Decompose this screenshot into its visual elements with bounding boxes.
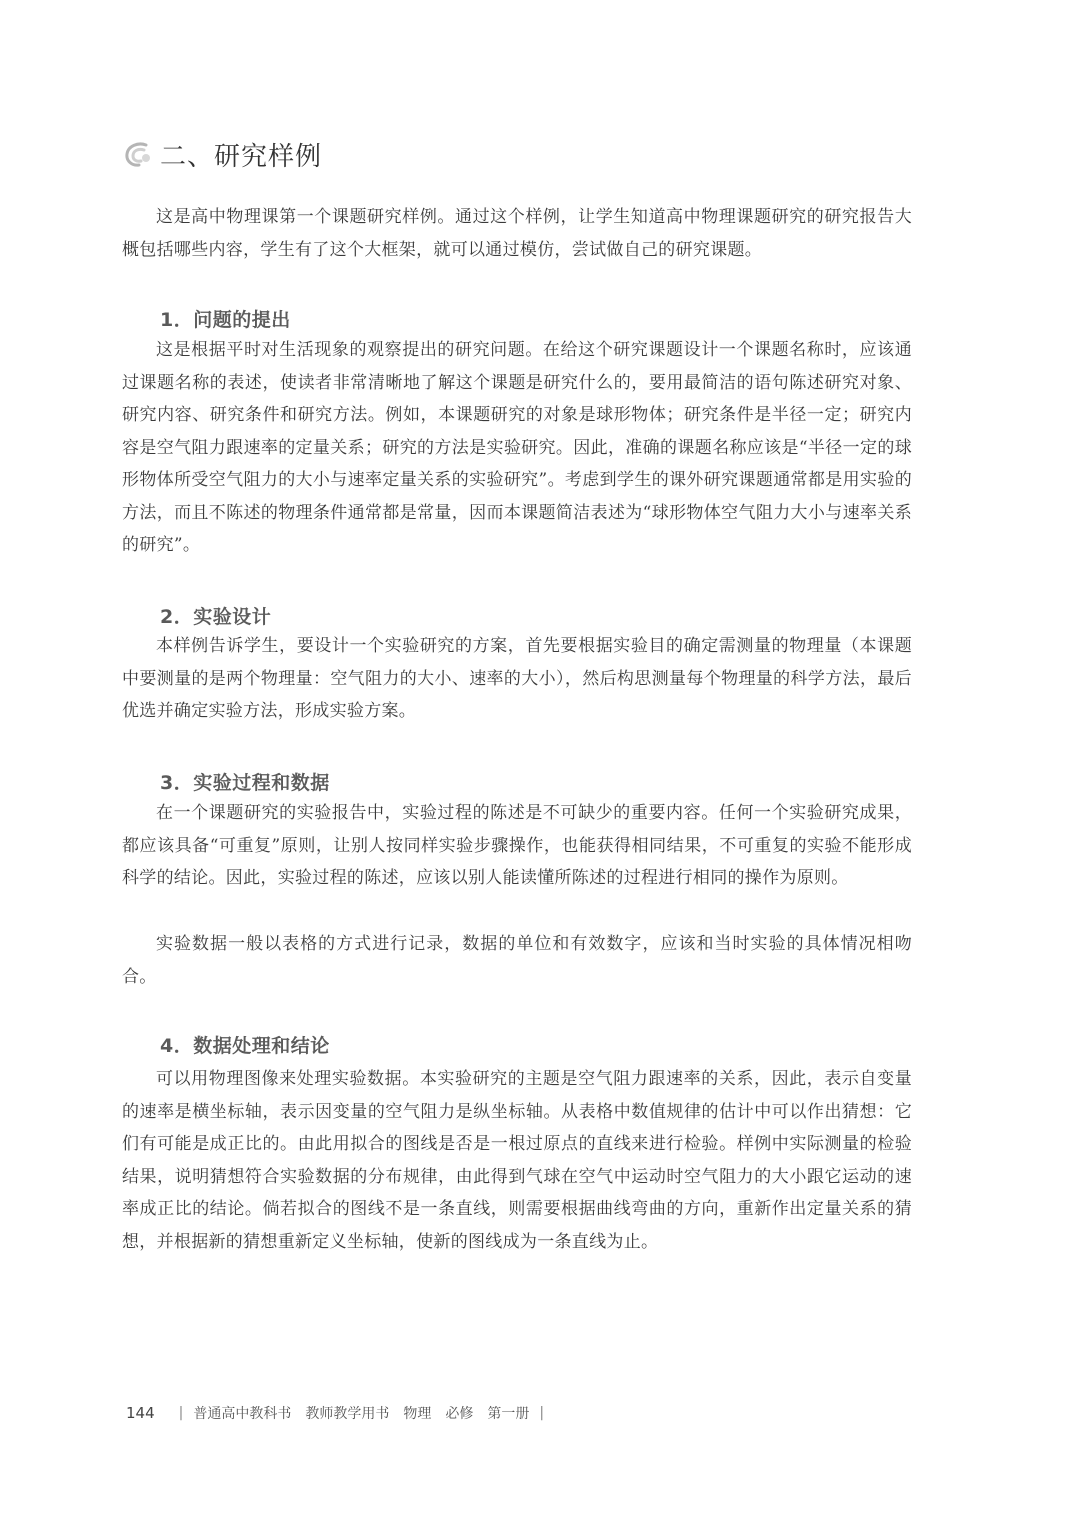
intro-paragraph: 这是高中物理课第一个课题研究样例。通过这个样例，让学生知道高中物理课题研究的研究报告大概包括哪些内容，学生有了这个大框架，就可以通过模仿，尝试做自己的研究课题。 <box>122 207 912 260</box>
footer-book-type: 普通高中教科书 <box>193 1406 292 1422</box>
section-heading <box>122 136 322 173</box>
subsection-heading-2: 2．实验设计 <box>160 606 272 628</box>
subsection-2-paragraph: 本样例告诉学生，要设计一个实验研究的方案，首先要根据实验目的确定需测量的物理量（本课题中要测量的是两个物理量：空气阻力的大小、速率的大小），然后构思测量每个物理量的科学方法，最后优选并确定实验方法，形成实验方案。 <box>122 636 912 721</box>
subsection-3-paragraph-1: 在一个课题研究的实验报告中，实验过程的陈述是不可缺少的重要内容。任何一个实验研究成果，都应该具备“可重复”原则，让别人按同样实验步骤操作，也能获得相同结果，不可重复的实验不能形成科学的结论。因此，实验过程的陈述，应该以别人能读懂所陈述的过程进行相同的操作为原则。 <box>122 803 912 888</box>
section-swirl-icon <box>122 140 154 170</box>
subsection-3-paragraph-2: 实验数据一般以表格的方式进行记录，数据的单位和有效数字，应该和当时实验的具体情况相吻合。 <box>122 934 912 987</box>
subsection-1-paragraph: 这是根据平时对生活现象的观察提出的研究问题。在给这个研究课题设计一个课题名称时，应该通过课题名称的表述，使读者非常清晰地了解这个课题是研究什么的，要用最简洁的语句陈述研究对象、研究内容、研究条件和研究方法。例如，本课题研究的对象是球形物体；研究条件是半径一定；研究内容是空气阻力跟速率的定量关系；研究的方法是实验研究。因此，准确的课题名称应该是“半径一定的球形物体所受空气阻力的大小与速率定量关系的实验研究”。考虑到学生的课外研究课题通常都是用实验的方法，而且不陈述的物理条件通常都是常量，因而本课题简洁表述为“球形物体空气阻力大小与速率关系的研究”。 <box>122 340 912 555</box>
page-footer <box>126 1403 554 1423</box>
section-title: 二、研究样例 <box>160 142 323 172</box>
footer-subject: 物理 <box>403 1406 432 1422</box>
subsection-4-paragraph: 可以用物理图像来处理实验数据。本实验研究的主题是空气阻力跟速率的关系，因此，表示自变量的速率是横坐标轴，表示因变量的空气阻力是纵坐标轴。从表格中数值规律的估计中可以作出猜想：它们有可能是成正比的。由此用拟合的图线是否是一根过原点的直线来进行检验。样例中实际测量的检验结果，说明猜想符合实验数据的分布规律，由此得到气球在空气中运动时空气阻力的大小跟它运动的速率成正比的结论。倘若拟合的图线不是一条直线，则需要根据曲线弯曲的方向，重新作出定量关系的猜想，并根据新的猜想重新定义坐标轴，使新的图线成为一条直线为止。 <box>122 1069 912 1252</box>
footer-volume: 第一册 <box>487 1406 530 1422</box>
footer-separator: | <box>178 1405 184 1421</box>
footer-separator-end: | <box>539 1405 545 1421</box>
subsection-heading-1: 1．问题的提出 <box>160 309 291 331</box>
footer-book-name: 教师教学用书 <box>305 1406 390 1422</box>
subsection-heading-4: 4．数据处理和结论 <box>160 1035 330 1057</box>
subsection-heading-3: 3．实验过程和数据 <box>160 772 330 794</box>
page-number: 144 <box>126 1404 155 1422</box>
footer-level: 必修 <box>445 1406 474 1422</box>
